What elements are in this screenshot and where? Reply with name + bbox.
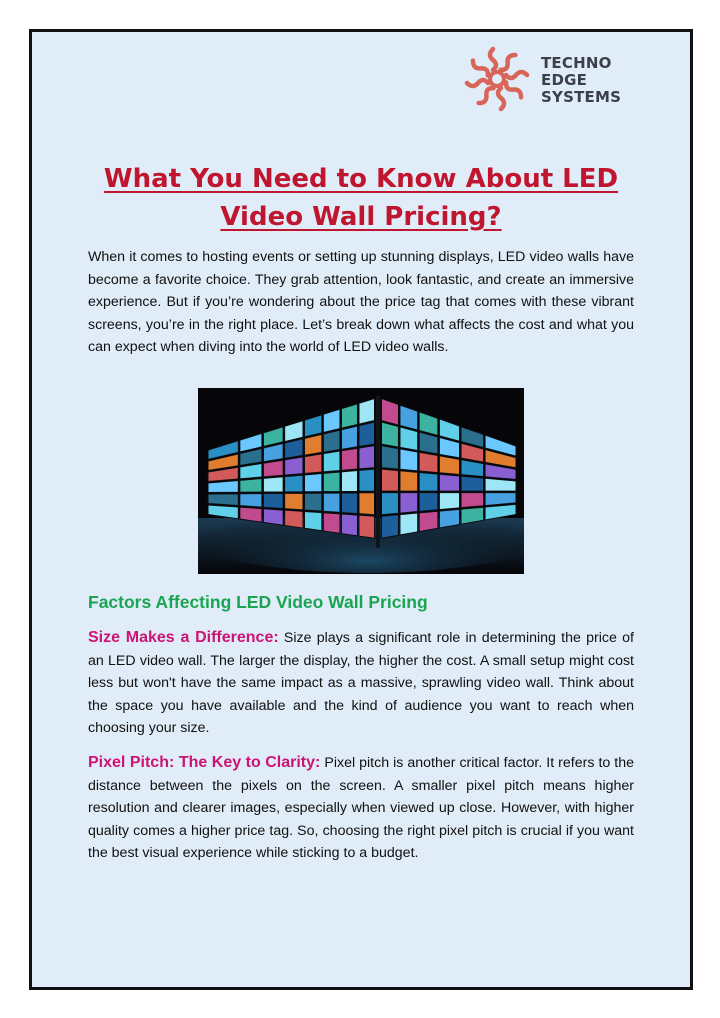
video-screen-tile xyxy=(323,472,340,492)
video-screen-tile xyxy=(240,494,262,508)
video-screen-tile xyxy=(439,509,459,528)
video-screen-tile xyxy=(419,511,438,531)
video-screen-tile xyxy=(359,398,375,424)
video-screen-tile xyxy=(323,451,340,472)
logo-wordmark xyxy=(541,55,621,106)
video-screen-tile xyxy=(439,456,459,475)
video-screen-tile xyxy=(323,493,340,512)
video-screen-tile xyxy=(304,434,321,455)
video-screen-tile xyxy=(285,475,303,492)
video-screen-tile xyxy=(263,509,283,525)
video-screen-tile xyxy=(285,493,303,510)
video-screen-tile xyxy=(359,446,375,469)
factors-heading: Factors Affecting LED Video Wall Pricing xyxy=(88,592,428,612)
video-screen-tile xyxy=(359,515,375,538)
page-title: What You Need to Know About LED Video Wall Pricing? xyxy=(103,164,619,232)
video-screen-tile xyxy=(341,471,357,492)
video-screen-tile xyxy=(341,514,357,536)
video-screen-tile xyxy=(208,480,238,492)
video-screen-tile xyxy=(400,471,418,491)
video-screen-tile xyxy=(304,493,321,511)
company-logo xyxy=(460,45,630,113)
video-screen-tile xyxy=(341,426,357,449)
gear-ring-icon xyxy=(460,45,534,113)
video-screen-tile xyxy=(359,493,375,515)
logo-line-techno: TECHNO xyxy=(541,54,612,72)
logo-line-edge: EDGE xyxy=(541,71,588,89)
video-screen-tile xyxy=(263,460,283,477)
video-screen-tile xyxy=(419,472,438,491)
video-screen-tile xyxy=(439,493,459,510)
video-screen-tile xyxy=(382,515,399,539)
video-screen-tile xyxy=(382,493,399,515)
video-screen-tile xyxy=(240,507,262,522)
video-screen-tile xyxy=(461,493,484,508)
video-screen-tile xyxy=(382,422,399,447)
video-screen-tile xyxy=(341,493,357,514)
intro-paragraph: When it comes to hosting events or setting up stunning displays, LED video walls have become a favorite choice. They grab attention, look fantastic, and create an immersive experience. But if you’re wondering about the price tag that comes with these vibrant screens, you’re in the right place. Let’s break down what affects the cost and what you can expect when diving into the world of LED video walls. xyxy=(88,249,634,356)
video-screen-tile xyxy=(400,449,418,471)
video-screen-tile xyxy=(419,493,438,512)
size-section-paragraph xyxy=(88,627,634,740)
video-screen-tile xyxy=(382,446,399,470)
document-page xyxy=(29,29,693,990)
led-video-wall-image xyxy=(198,388,524,574)
video-screen-tile xyxy=(485,478,516,491)
logo-line-systems: SYSTEMS xyxy=(541,88,622,106)
video-screen-tile xyxy=(400,513,418,535)
video-screen-tile xyxy=(263,477,283,492)
video-screen-tile xyxy=(419,452,438,472)
video-screen-tile xyxy=(323,513,340,534)
video-screen-tile xyxy=(382,469,399,491)
pixel-pitch-section-text: Pixel pitch is another critical factor. It refers to the distance between the pixels on the screen. A smaller pixel pitch means higher resolution and clearer images, especially when viewed up close. However, with higher quality comes a higher price tag. So, choosing the right pixel pitch is crucial if you want the best visual experience while sticking to a budget. xyxy=(88,755,634,862)
video-screen-tile xyxy=(400,427,418,451)
video-screen-tile xyxy=(240,479,262,493)
video-screen-tile xyxy=(323,430,340,452)
video-screen-tile xyxy=(304,512,321,531)
video-screen-tile xyxy=(285,457,303,475)
video-screen-tile xyxy=(439,474,459,491)
video-screen-tile xyxy=(263,493,283,508)
video-screen-tile xyxy=(400,493,418,513)
size-section-lead: Size Makes a Difference: xyxy=(88,629,279,646)
video-screen-tile xyxy=(208,494,238,506)
video-screen-tile xyxy=(485,493,516,506)
video-screen-tile xyxy=(359,422,375,447)
video-screen-tile xyxy=(359,469,375,491)
size-section-text: Size plays a significant role in determining the price of an LED video wall. The larger the display, the higher the cost. A small setup might cost less but won't have the same impact as a massive, sprawling video wall. Think about the space you have available and the kind of audience you want to reach when choosing your size. xyxy=(88,630,634,737)
video-screen-tile xyxy=(341,448,357,470)
video-screen-tile xyxy=(285,510,303,528)
pixel-pitch-section-lead: Pixel Pitch: The Key to Clarity: xyxy=(88,754,321,771)
video-screen-tile xyxy=(304,454,321,474)
video-screen-tile xyxy=(304,474,321,492)
video-screen-tile xyxy=(461,476,484,491)
pixel-pitch-section-paragraph xyxy=(88,752,634,865)
